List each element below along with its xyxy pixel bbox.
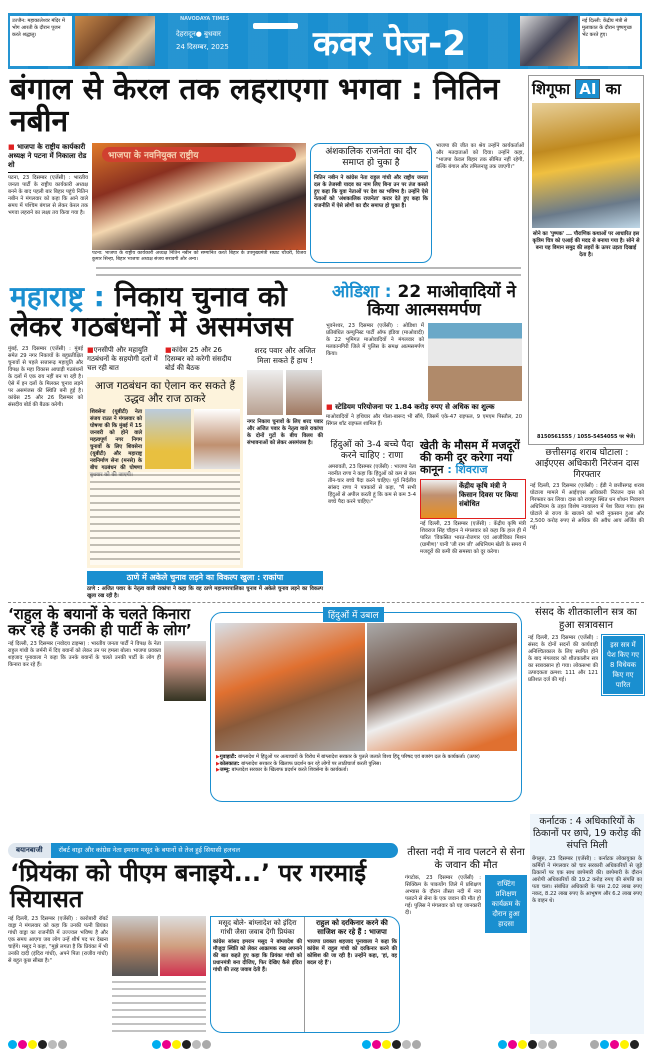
teesta-section bbox=[405, 846, 527, 1032]
ai-body: सोने का 'पुष्पक' ... पौराणिक कथाओं पर आधारित इस कृत्रिम चित्र को एआई की मदद से बनाया गया है। सोने से बना यह विमान समुद्र की लहरों के ऊपर उड़ता दिखाई देता है। bbox=[532, 231, 640, 258]
priyanka-boxes bbox=[210, 916, 400, 1033]
bullet-icon: ■ bbox=[326, 403, 333, 411]
ubal-photo-guwahati bbox=[215, 623, 365, 751]
box1-body: कांग्रेस सांसद इमरान मसूद ने बांग्लादेश की मौजूदा स्थिति को लेकर आक्रामक रुख अपनाने की बात कहते हुए कहा कि प्रियंका गांधी को प्रधानमंत्री बना दीजिए, फिर देखिए कैसे इंदिरा गांधी की तरह जवाब देती हैं। bbox=[213, 938, 302, 973]
caption-text: बांग्लादेश सरकार के खिलाफ प्रदर्शन करते शिवसेना के कार्यकर्ता। bbox=[231, 767, 349, 773]
uddhav-title: आज गठबंधन का ऐलान कर सकते हैं उद्धव और राज ठाकरे bbox=[94, 380, 236, 406]
pawar-box bbox=[247, 346, 323, 568]
priyanka-bar-text: रॉबर्ट वाड्रा और कांग्रेस नेता इमरान मसूद के बयानों से तेज हुई सियासी हलचल bbox=[51, 843, 398, 858]
caption-arrow-icon: ▶ bbox=[216, 760, 220, 767]
sub1-text: एनसीपी और महायुति गठबंधनों के सहयोगी दलों में चल रही बात bbox=[87, 346, 158, 373]
hindus-headline: हिंदुओं को 3-4 बच्चे पैदा करने चाहिए : राणा bbox=[330, 440, 414, 461]
maharashtra-body: मुंबई, 23 दिसम्बर (एजेंसी) : मुंबई समेत 29 नगर निकायों के बहुप्रतीक्षित चुनावों से पहले सत्तारूढ़ महायुति और विपक्ष के महा विकास आघाड़ी गठबंधनों के दलों में एक राय नहीं बन पा रही है। ऐसे में इन दलों के मिलकर चुनाव लड़ने पर असमंजस की स्थिति बनी हुई है। कांग्रेस 25 और 26 दिसम्बर को संसदीय बोर्ड की बैठक करेगी। bbox=[8, 346, 83, 409]
sub2-text: कांग्रेस 25 और 26 दिसम्बर को करेगी संसदीय बोर्ड की बैठक bbox=[165, 346, 232, 373]
thane-body: ठाणे : अजित पवार के नेतृत्व वाली राकांपा ने कहा कि वह ठाणे महानगरपालिका चुनाव में अकेले चुनाव लड़ने का विकल्प खुला रख रही है। bbox=[87, 586, 323, 599]
priyanka-section bbox=[8, 861, 400, 1033]
priyanka-photo bbox=[160, 916, 206, 976]
rahul-body: नई दिल्ली, 23 दिसम्बर (नवोदय टाइम्स) : भारतीय जनता पार्टी ने विपक्ष के नेता राहुल गांधी के जर्मनी में दिए बयानों को लेकर उन पर हमला बोला। भाजपा प्रवक्ता शहजाद पूनावाला ने कहा कि उनके बयानों के चलते उनकी पार्टी के लोग ही किनारा कर रहे हैं। bbox=[8, 641, 161, 669]
raj-photo bbox=[194, 409, 240, 469]
headline-blue-part: महाराष्ट्र : bbox=[10, 280, 105, 313]
title-part: शिगूफा bbox=[532, 80, 570, 98]
hindus-body: अमरावती, 23 दिसम्बर (एजेंसी) : भाजपा नेता नवनीत राणा ने कहा कि हिंदुओं को कम से कम तीन-चार बच्चे पैदा करने चाहिए। पूर्व निर्दलीय सांसद राणा ने पत्रकारों से कहा, "मैं सभी हिंदुओं से अपील करती हूं कि कम से कम 3-4 बच्चे पैदा करने चाहिए।" bbox=[328, 464, 416, 505]
odisha-photo bbox=[428, 323, 522, 401]
maharashtra-subs bbox=[87, 346, 243, 373]
maharashtra-middle bbox=[87, 346, 243, 568]
chhattisgarh-section bbox=[530, 448, 644, 598]
thane-bar: ठाणे में अकेले चुनाव लड़ने का विकल्प खुला : राकांपा bbox=[87, 571, 323, 585]
odisha-section bbox=[326, 283, 522, 436]
pawar-title: शरद पवार और अजित मिला सकते हैं हाथ ! bbox=[254, 346, 316, 366]
header-right-caption: नई दिल्ली: केंद्रीय मंत्री से मुलाकात के दौरान पुष्पगुच्छ भेंट करते हुए। bbox=[580, 16, 640, 66]
color-registration-marks bbox=[590, 1034, 640, 1053]
main-headline: बंगाल से केरल तक लहराएगा भगवा : नितिन नबीन bbox=[10, 72, 500, 140]
teesta-body: गंगटोक, 23 दिसम्बर (एजेंसी) : सिक्किम के पाकयोंग जिले में प्रशिक्षण अभ्यास के दौरान तीस्ता नदी में नाव पलटने से सेना के एक जवान की मौत हो गई। पुलिस ने मंगलवार को यह जानकारी दी। bbox=[405, 875, 481, 916]
sansad-body: नई दिल्ली, 23 दिसम्बर (एजेंसी) : संसद के दोनों सदनों की कार्यवाही अनिश्चितकाल के लिए स्थगित होने के बाद मंगलवार को शीतकालीन सत्र का सत्रावसान हो गया। लोकसभा की उत्पादकता क्रमश: 111 और 121 प्रतिशत दर्ज की गई। bbox=[528, 635, 598, 683]
odisha-caption-text: स्टेडियम परियोजना पर 1.84 करोड़ रुपए से अधिक का शुल्क bbox=[335, 403, 495, 411]
maharashtra-row bbox=[8, 346, 324, 600]
ubal-box bbox=[210, 612, 522, 802]
story1-subhead bbox=[8, 143, 88, 173]
ai-sidebar bbox=[528, 75, 644, 445]
headline-rest: निकाय चुनाव को लेकर गठबंधनों में असमंजस bbox=[10, 280, 293, 344]
caption-text: बांग्लादेश सरकार के खिलाफ प्रदर्शन कर रहे लोगों पर लाठीचार्ज करती पुलिस। bbox=[241, 760, 382, 767]
bullet-icon: ■ bbox=[87, 346, 94, 355]
box2-body: भाजपा प्रवक्ता शहजाद पूनावाला ने कहा कि कांग्रेस में राहुल गांधी को दरकिनार करने की कोशिश की जा रही है। उन्होंने कहा, 'हां, वह बदल रहे हैं'। bbox=[307, 938, 397, 966]
header-right-photo bbox=[520, 16, 578, 66]
divider bbox=[8, 602, 644, 603]
story1-photo bbox=[92, 143, 306, 250]
title-part: का bbox=[605, 80, 622, 98]
caption-place: कोलकाता: bbox=[219, 760, 240, 767]
bullet-icon: ■ bbox=[8, 142, 15, 151]
odisha-caption bbox=[326, 403, 522, 412]
teesta-box: राफ्टिंग प्रशिक्षण कार्यक्रम के दौरान हुआ हादसा bbox=[485, 875, 527, 933]
odisha-caption-body: माओवादियों ने हथियार और गोला-बारूद भी सौंपे, जिसमें एके-47 राइफल, 9 एमएम पिस्तौल, 20 सिंगल शॉट राइफल शामिल हैं। bbox=[326, 414, 522, 427]
odisha-headline bbox=[326, 283, 522, 320]
priyanka-row bbox=[8, 916, 400, 1033]
header-logo-strip bbox=[253, 23, 298, 29]
teesta-headline: तीस्ता नदी में नाव पलटने से सेना के जवान की मौत bbox=[407, 847, 525, 871]
kheti-section bbox=[420, 440, 526, 598]
maharashtra-inner-row bbox=[87, 346, 323, 568]
priyanka-bar bbox=[8, 843, 398, 858]
karnataka-headline: कर्नाटक : 4 अधिकारियों के ठिकानों पर छापे, 19 करोड़ की संपत्ति मिली bbox=[533, 816, 641, 851]
odisha-row bbox=[326, 323, 522, 401]
caption-arrow-icon: ▶ bbox=[216, 754, 220, 760]
color-registration-marks bbox=[362, 1034, 422, 1053]
priyanka-tag: बयानबाजी bbox=[8, 843, 51, 858]
kheti-body: नई दिल्ली, 23 दिसम्बर (एजेंसी) : केंद्रीय कृषि मंत्री शिवराज सिंह चौहान ने मंगलवार को कहा कि हाल ही में पारित 'विकसित भारत-रोजगार एवं आजीविका मिशन (ग्रामीण)' यानी 'जी राम जी' अधिनियम खेती के समय में मजदूरों की कमी की समस्या को दूर करेगा। bbox=[420, 520, 526, 555]
maharashtra-right bbox=[87, 346, 323, 600]
priyanka-headline: ‘प्रियंका को पीएम बनाइये...’ पर गरमाई सियासत bbox=[10, 859, 366, 913]
ajit-photo bbox=[286, 370, 322, 415]
story1-body: पटना, 23 दिसम्बर (एजेंसी) : भारतीय जनता पार्टी के राष्ट्रीय कार्यकारी अध्यक्ष बनने के बाद पहली बार बिहार पहुंचे नितिन नबीन ने मंगलवार को कहा कि आने वाले समय में पश्चिम बंगाल से लेकर केरल तक भगवा लहराने का लक्ष्य तय किया गया है। bbox=[8, 174, 88, 216]
pawar-body: नगर निकाय चुनावों के लिए शरद पवार और अजित पवार के नेतृत्व वाले राकांपा के दोनों गुटों के बीच विलय की संभावनाओं को लेकर असमंजस है। bbox=[247, 419, 323, 447]
color-registration-marks bbox=[8, 1034, 68, 1053]
vadra-photo bbox=[112, 916, 158, 976]
kheti-headline-text: खेती के मौसम में मजदूरों की कमी दूर करेगा नया कानून bbox=[420, 439, 520, 476]
priyanka-continued-text bbox=[112, 979, 206, 1033]
pawar-photo bbox=[247, 370, 283, 415]
ubal-captions bbox=[216, 754, 516, 774]
odisha-body: भुवनेश्वर, 23 दिसम्बर (एजेंसी) : ओडिशा में प्रतिबंधित कम्युनिस्ट पार्टी ऑफ इंडिया (माओवादी) के 22 भूमिगत माओवादियों ने मंगलवार को मलकानगिरी जिले में पुलिस के समक्ष आत्मसमर्पण किया। bbox=[326, 322, 424, 357]
headline-rest: 22 माओवादियों ने किया आत्मसमर्पण bbox=[367, 282, 516, 321]
teesta-row bbox=[405, 875, 527, 1032]
story1-continued-text bbox=[96, 265, 521, 279]
maharashtra-section bbox=[8, 282, 324, 600]
kheti-box bbox=[420, 479, 526, 519]
kheti-box-text: केंद्रीय कृषि मंत्री ने किसान दिवस पर किया संबोधित bbox=[459, 481, 518, 508]
rahul-section bbox=[8, 606, 206, 834]
uddhav-body: शिवसेना (यूबीटी) नेता संजय राउत ने मंगलवार को घोषणा की कि मुंबई में 15 जनवरी को होने वाले महत्वपूर्ण नगर निगम चुनावों के लिए शिवसेना (यूबीटी) और महाराष्ट्र नवनिर्माण सेना (मनसे) के बीच गठबंधन की घोषणा bbox=[90, 409, 142, 472]
story1-caption: पटना: भाजपा के राष्ट्रीय कार्यकारी अध्यक्ष नितिन नबीन को सम्मानित करते बिहार के उपमुख्यमंत्री सम्राट चौधरी, विजय कुमार सिन्हा, बिहार भाजपा अध्यक्ष संजय सरावगी और अन्य। bbox=[92, 251, 306, 262]
story1-right-column: भाजपा की जीत का श्रेय उन्होंने कार्यकर्ताओं और मतदाताओं को दिया। उन्होंने कहा, "भाजपा केवल बिहार तक सीमित नहीं रहेगी, बल्कि बंगाल और तमिलनाडु तक जाएगी।" bbox=[436, 142, 524, 170]
photo-banner: भाजपा के नवनियुक्त राष्ट्रीय bbox=[102, 147, 296, 162]
uddhav-box bbox=[87, 377, 243, 568]
shivraj-photo bbox=[421, 480, 457, 518]
uddhav-photo bbox=[145, 409, 191, 469]
maharashtra-headline bbox=[10, 282, 324, 342]
rahul-body-wrap bbox=[8, 641, 206, 834]
sansad-section bbox=[528, 606, 644, 810]
maharashtra-sub2 bbox=[165, 346, 241, 373]
sansad-headline: संसद के शीतकालीन सत्र का हुआ सत्रावसान bbox=[534, 607, 638, 631]
side-box-title: अंशकालिक राजनेता का दौर समाप्त हो चुका है bbox=[314, 147, 428, 172]
kheti-headline bbox=[420, 440, 526, 476]
bullet-icon: ■ bbox=[165, 346, 172, 355]
story1-section bbox=[8, 74, 524, 279]
box1-title: मसूद बोले- बांग्लादेश को इंदिरा गांधी जैसा जवाब देंगी प्रियंका bbox=[218, 918, 297, 936]
priyanka-body: नई दिल्ली, 23 दिसम्बर (एजेंसी) : कारोबारी रॉबर्ट वाड्रा ने मंगलवार को कहा कि उनकी पत्नी प्रियंका गांधी वाड्रा का राजनीति में उज्ज्वल भविष्य है और एक समय आएगा जब लोग उन्हें शीर्ष पद पर देखना चाहेंगे। मसूद ने कहा, "मुझे लगता है कि प्रियंका में भी उनकी दादी (इंदिरा गांधी), अपने पिता (राजीव गांधी) से बहुत कुछ सीखा है।" bbox=[8, 915, 108, 964]
hindus-section bbox=[328, 440, 416, 598]
dateline: देहरादून● बुधवार bbox=[176, 30, 221, 38]
ai-contact: 8150561555 / 1055-5454055 पर भेजें। bbox=[537, 434, 635, 440]
caption-place: जम्मू: bbox=[219, 767, 231, 773]
story1-side-box bbox=[310, 143, 432, 263]
kheti-headline-blue: : शिवराज bbox=[447, 462, 488, 476]
story1-subhead-text: भाजपा के राष्ट्रीय कार्यकारी अध्यक्ष ने पटना में निकाला रोड शो bbox=[8, 142, 87, 169]
caption-place: गुवाहाटी: bbox=[219, 754, 237, 760]
story1-photo-column bbox=[92, 143, 306, 263]
brand-name: NAVODAYA TIMES bbox=[180, 16, 230, 22]
story1-left-column bbox=[8, 143, 88, 263]
maharashtra-sub1 bbox=[87, 346, 161, 373]
ai-badge: AI bbox=[575, 79, 600, 99]
color-registration-marks bbox=[152, 1034, 212, 1053]
chhattisgarh-body: नई दिल्ली, 23 दिसम्बर (एजेंसी) : ईडी ने छत्तीसगढ़ शराब घोटाला मामले में आईएएस अधिकारी निरंजन दास को गिरफ्तार कर लिया। दास को रायपुर स्थित धन शोधन निवारण अधिनियम के तहत विशेष न्यायालय में पेश किया गया। इस घोटाले से राज्य के खजाने को भारी नुकसान हुआ और 2,500 करोड़ रुपए से अधिक की अवैध आय अर्जित की गई। bbox=[530, 483, 644, 531]
side-box-body: नितिन नबीन ने कांग्रेस नेता राहुल गांधी और राष्ट्रीय जनता दल के तेजस्वी यादव का नाम लिए बिना उन पर तंज कसते हुए कहा कि युवा नेताओं पर देश का भविष्य है। उन्होंने ऐसे नेताओं को 'अंशकालिक राजनेता' करार देते हुए कहा कि राजनीति में ऐसे लोगों का दौर समाप्त हो चुका है। bbox=[314, 174, 428, 209]
color-registration-marks bbox=[498, 1034, 558, 1053]
headline-blue-part: ओडिशा : bbox=[332, 282, 392, 302]
box2-title: राहुल को दरकिनार करने की साजिश कर रहे हैं : भाजपा bbox=[316, 918, 388, 936]
caption-arrow-icon: ▶ bbox=[216, 767, 220, 773]
karnataka-panel bbox=[530, 814, 644, 1034]
page-title: कवर पेज-2 bbox=[313, 24, 467, 64]
caption-text: बांग्लादेश में हिंदुओं पर अत्याचारों के विरोध में बांग्लादेश सरकार के पुतले जलाते विश्व हिंदू परिषद एवं बजरंग दल के कार्यकर्ता। (ऊपर) bbox=[238, 754, 480, 760]
header-left-caption: उज्जैन: महाकालेश्वर मंदिर में भोग आरती के दौरान पूजन करते श्रद्धालु। bbox=[10, 16, 72, 66]
story1-row bbox=[8, 143, 524, 263]
rahul-story-photo bbox=[164, 641, 206, 701]
date: 24 दिसम्बर, 2025 bbox=[176, 43, 229, 51]
uddhav-continued-text bbox=[90, 472, 240, 565]
priyanka-photo-column bbox=[112, 916, 206, 1033]
rahul-headline: ‘राहुल के बयानों के चलते किनारा कर रहे हैं उनकी ही पार्टी के लोग’ bbox=[8, 605, 192, 640]
karnataka-body: बेंगलुरु, 23 दिसम्बर (एजेंसी) : कर्नाटक लोकायुक्त के कर्मियों ने मंगलवार को चार सरकारी अधिकारियों से जुड़े ठिकानों पर एक साथ छापेमारी की। छापेमारी के दौरान आरोपी अधिकारियों की 19.2 करोड़ रुपए की संपत्ति का पता चला। संबंधित अधिकारी के पास 2.02 लाख रुपए नकद, 8.22 लाख रुपए के आभूषण और 6.2 लाख रुपए के वाहन थे। bbox=[532, 856, 642, 904]
ai-sidebar-title bbox=[532, 79, 640, 99]
ubal-label: हिंदुओं में उबाल bbox=[323, 607, 384, 622]
chhattisgarh-headline: छत्तीसगढ़ शराब घोटाला : आईएएस अधिकारी निरंजन दास गिरफ्तार bbox=[534, 448, 640, 480]
sansad-box: इस सत्र में पेश किए गए 8 विधेयक किए गए पारित bbox=[603, 636, 643, 694]
ai-image bbox=[532, 103, 640, 228]
header-left-photo bbox=[75, 16, 155, 66]
masthead bbox=[8, 13, 642, 69]
sansad-row bbox=[528, 635, 644, 810]
ubal-photo-kolkata bbox=[367, 623, 517, 751]
